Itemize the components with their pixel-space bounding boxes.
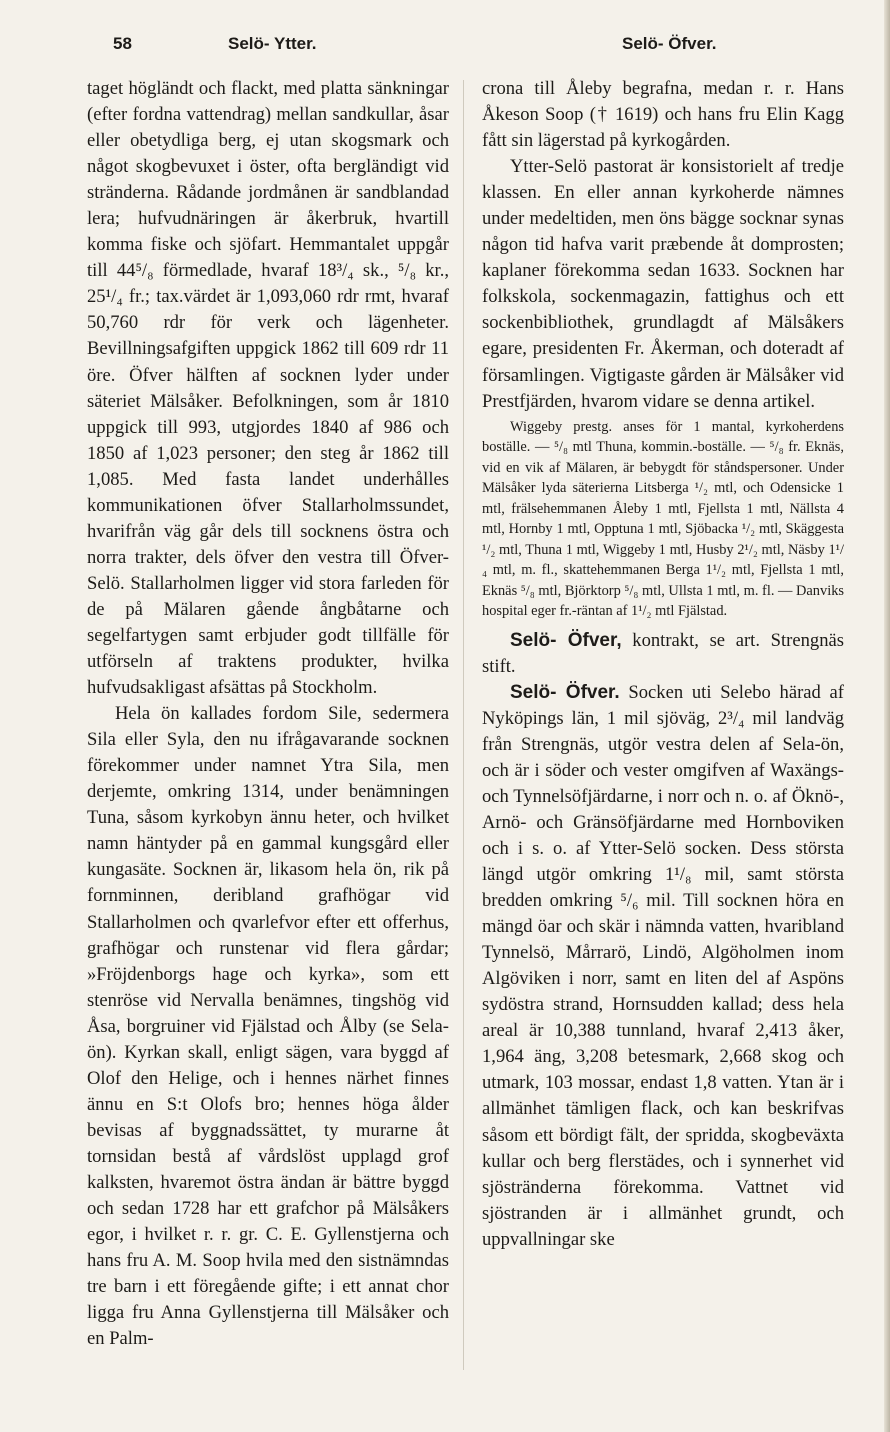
page-edge bbox=[884, 0, 890, 1432]
paragraph: taget högländt och flackt, med platta sänkningar (efter fordna vattendrag) mellan sandkullar, åsar eller obetydliga berg, ej utan skogsmark och något skogbevuxet i öster, ofta bergländigt vid stränderna. Rådande jordmånen är sandblandad lera; hufvudnäringen är åkerbruk, hvartill komma fiske och sjöfart. Hemmantalet uppgår till 44⁵/₈ förmedlade, hvaraf 18³/₄ sk., ⁵/₈ kr., 25¹/₄ fr.; tax.värdet är 1,093,060 rdr rmt, hvaraf 50,760 rdr för verk och lägenheter. Bevillningsafgiften uppgick 1862 till 609 rdr 11 öre. Öfver hälften af socknen lyder under säteriet Mälsåker. Befolkningen, som år 1810 uppgick till 993, utgjordes 1840 af 986 och 1850 af 1,023 personer; den steg år 1862 till 1,085. Med fasta landet underhålles kommunikationen öfver Stallarholmssundet, hvarifrån väg går dels till socknens östra och norra trakter, dels öfver den vestra till Öfver-Selö. Stallarholmen ligger vid stora farleden för de på Mälaren gående ångbåtarne och segelfartygen samt erbjuder godt tillfälle för utförseln af traktens produkter, hvilka hufvudsakligast afsättas på Stockholm. bbox=[87, 78, 449, 699]
left-column bbox=[87, 76, 449, 1352]
entry-selo-ofver-socken bbox=[482, 680, 844, 1253]
right-running-title: Selö- Öfver. bbox=[622, 34, 717, 53]
entry-selo-ofver-kontrakt bbox=[482, 628, 844, 680]
column-divider bbox=[463, 80, 464, 1370]
entry-text: Socken uti Selebo härad af Nyköpings län, 1 mil sjöväg, 2³/₄ mil landväg från Strengnäs, utgör vestra delen af Sela-ön, och är i söder och vester omgifven af Waxängs- och Tynnelsöfjärdarne, i norr och n. o. af Öknö-, Arnö- och Gränsöfjärdarne med Hornboviken och i s. o. af Ytter-Selö socken. Dess största längd utgör omkring 1¹/₈ mil, samt största bredden omkring ⁵/₆ mil. Till socknen höra en mängd öar och skär i nämnda vatten, hvaribland Tynnelsö, Mårrarö, Lindö, Algöholmen inom Algöviken i norr, samt en liten del af Aspöns sydöstra strand, Hornsudden kallad; dess hela areal är 10,388 tunnland, hvaraf 2,413 åker, 1,964 äng, 3,208 betesmark, 2,668 skog och utmark, 103 mossar, endast 1,8 vatten. Ytan är i allmänhet tämligen flack, och kan beskrifvas såsom ett bördigt fält, der spridda, skogbeväxta kullar och berg flerstädes, och i synnerhet vid sjöstränderna förekomma. Vattnet vid sjöstranden är i allmänhet grundt, och uppvallningar ske bbox=[482, 681, 844, 1250]
right-column bbox=[482, 76, 844, 1253]
entry-text: kontrakt, se art. Strengnäs stift. bbox=[482, 629, 844, 677]
page-number: 58 bbox=[113, 34, 132, 53]
entry-heading: Selö- Öfver, bbox=[510, 629, 622, 651]
small-print-note: Wiggeby prestg. anses för 1 mantal, kyrkoherdens boställe. — ⁵/₈ mtl Thuna, kommin.-boställe. — ⁵/₈ fr. Eknäs, vid en vik af Mälaren, är bebygdt för ståndspersoner. Under Mälsåker lyda säterierna Litsberga ¹/₂ mtl, och Odensicke 1 mtl, frälsehemmanen Åleby 1 mtl, Fjellsta 1 mtl, Nällsta 4 mtl, Hornby 1 mtl, Opptuna 1 mtl, Sjöbacka ¹/₂ mtl, Skäggesta ¹/₂ mtl, Thuna 1 mtl, Wiggeby 1 mtl, Husby 2¹/₂ mtl, Näsby 1¹/₄ mtl, m. fl., skattehemmanen Berga 1¹/₂ mtl, Fjellsta 1 mtl, Eknäs ⁵/₈ mtl, Björktorp ⁵/₈ mtl, Ullsta 1 mtl, m. fl. — Danviks hospital eger fr.-räntan af 1¹/₂ mtl Fjälstad. bbox=[482, 418, 844, 620]
paragraph: Ytter-Selö pastorat är konsistorielt af tredje klassen. En eller annan kyrkoherde nämnes under medeltiden, men öns bägge socknar synas någon tid hafva varit præbende åt domprosten; kaplaner förekomma sedan 1633. Socknen har folkskola, sockenmagazin, fattighus och ett sockenbibliothek, grundlagdt af Mälsåkers egare, presidenten Fr. Åkerman, och doteradt af församlingen. Vigtigaste gården är Mälsåker vid Prestfjärden, hvarom vidare se denna artikel. bbox=[482, 156, 844, 412]
page-header bbox=[0, 34, 890, 58]
entry-heading: Selö- Öfver. bbox=[510, 681, 620, 703]
paragraph: crona till Åleby begrafna, medan r. r. Hans Åkeson Soop († 1619) och hans fru Elin Kagg fått sin lägerstad på kyrkogården. bbox=[482, 78, 844, 152]
paragraph: Hela ön kallades fordom Sile, sedermera Sila eller Syla, den nu ifrågavarande socknen förekommer under namnet Ytra Sila, men derjemte, omkring 1314, under benämningen Tuna, såsom kyrkobyn ännu heter, och hvilket namn häntyder på en gammal kungsgård eller kungasäte. Socknen är, likasom hela ön, rik på fornminnen, deribland grafhögar vid Stallarholmen och qvarlefvor efter ett offerhus, grafhögar och runstenar vid flera gårdar; »Fröjdenborgs hage och kyrka», som ett stenröse vid Nervalla benämnes, tingshög vid Åsa, borgruiner vid Fjälstad och Ålby (se Sela-ön). Kyrkan skall, enligt sägen, vara byggd af Olof den Helige, och i hennes närhet finnes ännu en S:t Olofs bro; hennes höga ålder bevisas af byggnadssättet, ty murarne åt tornsidan bestå af vårdslöst upplagd grof kalksten, hvaremot östra ändan är bättre byggd och sedan 1728 har ett grafchor på Mälsåkers egor, i hvilket r. r. gr. C. E. Gyllenstjerna och hans fru A. M. Soop hvila med den sistnämndas tre barn i ett föregående gifte; i ett annat chor ligga fru Anna Gyllenstjerna till Mälsåker och en Palm- bbox=[87, 703, 449, 1350]
left-running-title: Selö- Ytter. bbox=[228, 34, 317, 53]
